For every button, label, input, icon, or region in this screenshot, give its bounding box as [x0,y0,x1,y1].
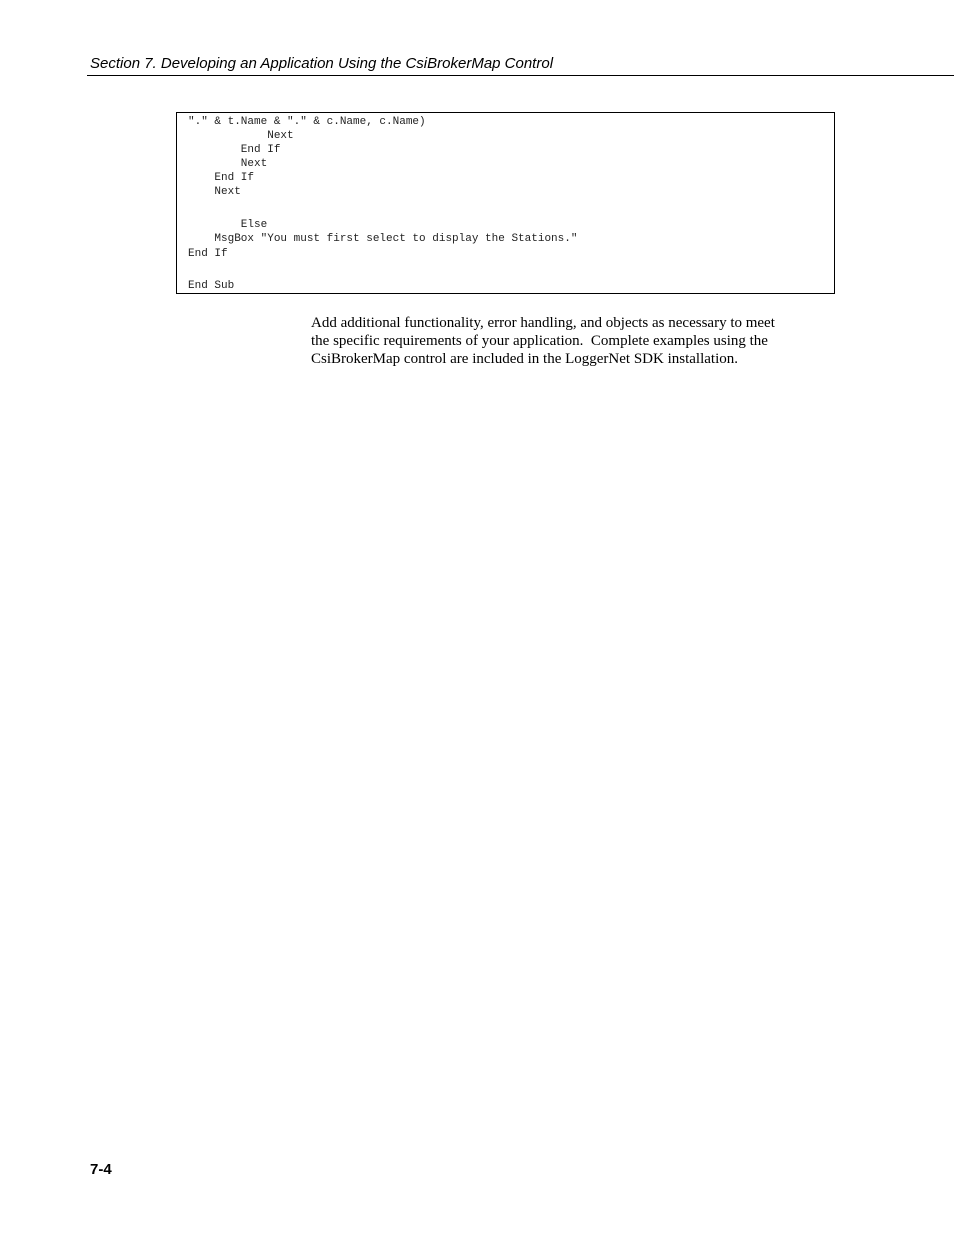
code-line: End If [188,144,281,156]
page-header-title: Section 7. Developing an Application Using the CsiBrokerMap Control [90,55,554,72]
code-line: Next [188,186,241,198]
code-line: MsgBox "You must first select to display the Stations." [188,233,578,245]
code-line: Else [188,219,268,231]
code-line: Next [188,130,294,142]
code-line: "." & t.Name & "." & c.Name, c.Name) [188,116,426,128]
code-line: End Sub [188,280,235,292]
code-line: Next [188,158,268,170]
code-block [176,112,835,294]
code-line: End If [188,172,255,184]
page-number: 7-4 [90,1161,112,1178]
body-paragraph [311,314,811,368]
paragraph-line: Add additional functionality, error handling, and objects as necessary to meet [311,315,775,331]
header-divider [87,75,954,76]
paragraph-line: CsiBrokerMap control are included in the LoggerNet SDK installation. [311,351,738,367]
paragraph-line: the specific requirements of your application. Complete examples using the [311,333,768,349]
code-line: End If [188,248,228,260]
